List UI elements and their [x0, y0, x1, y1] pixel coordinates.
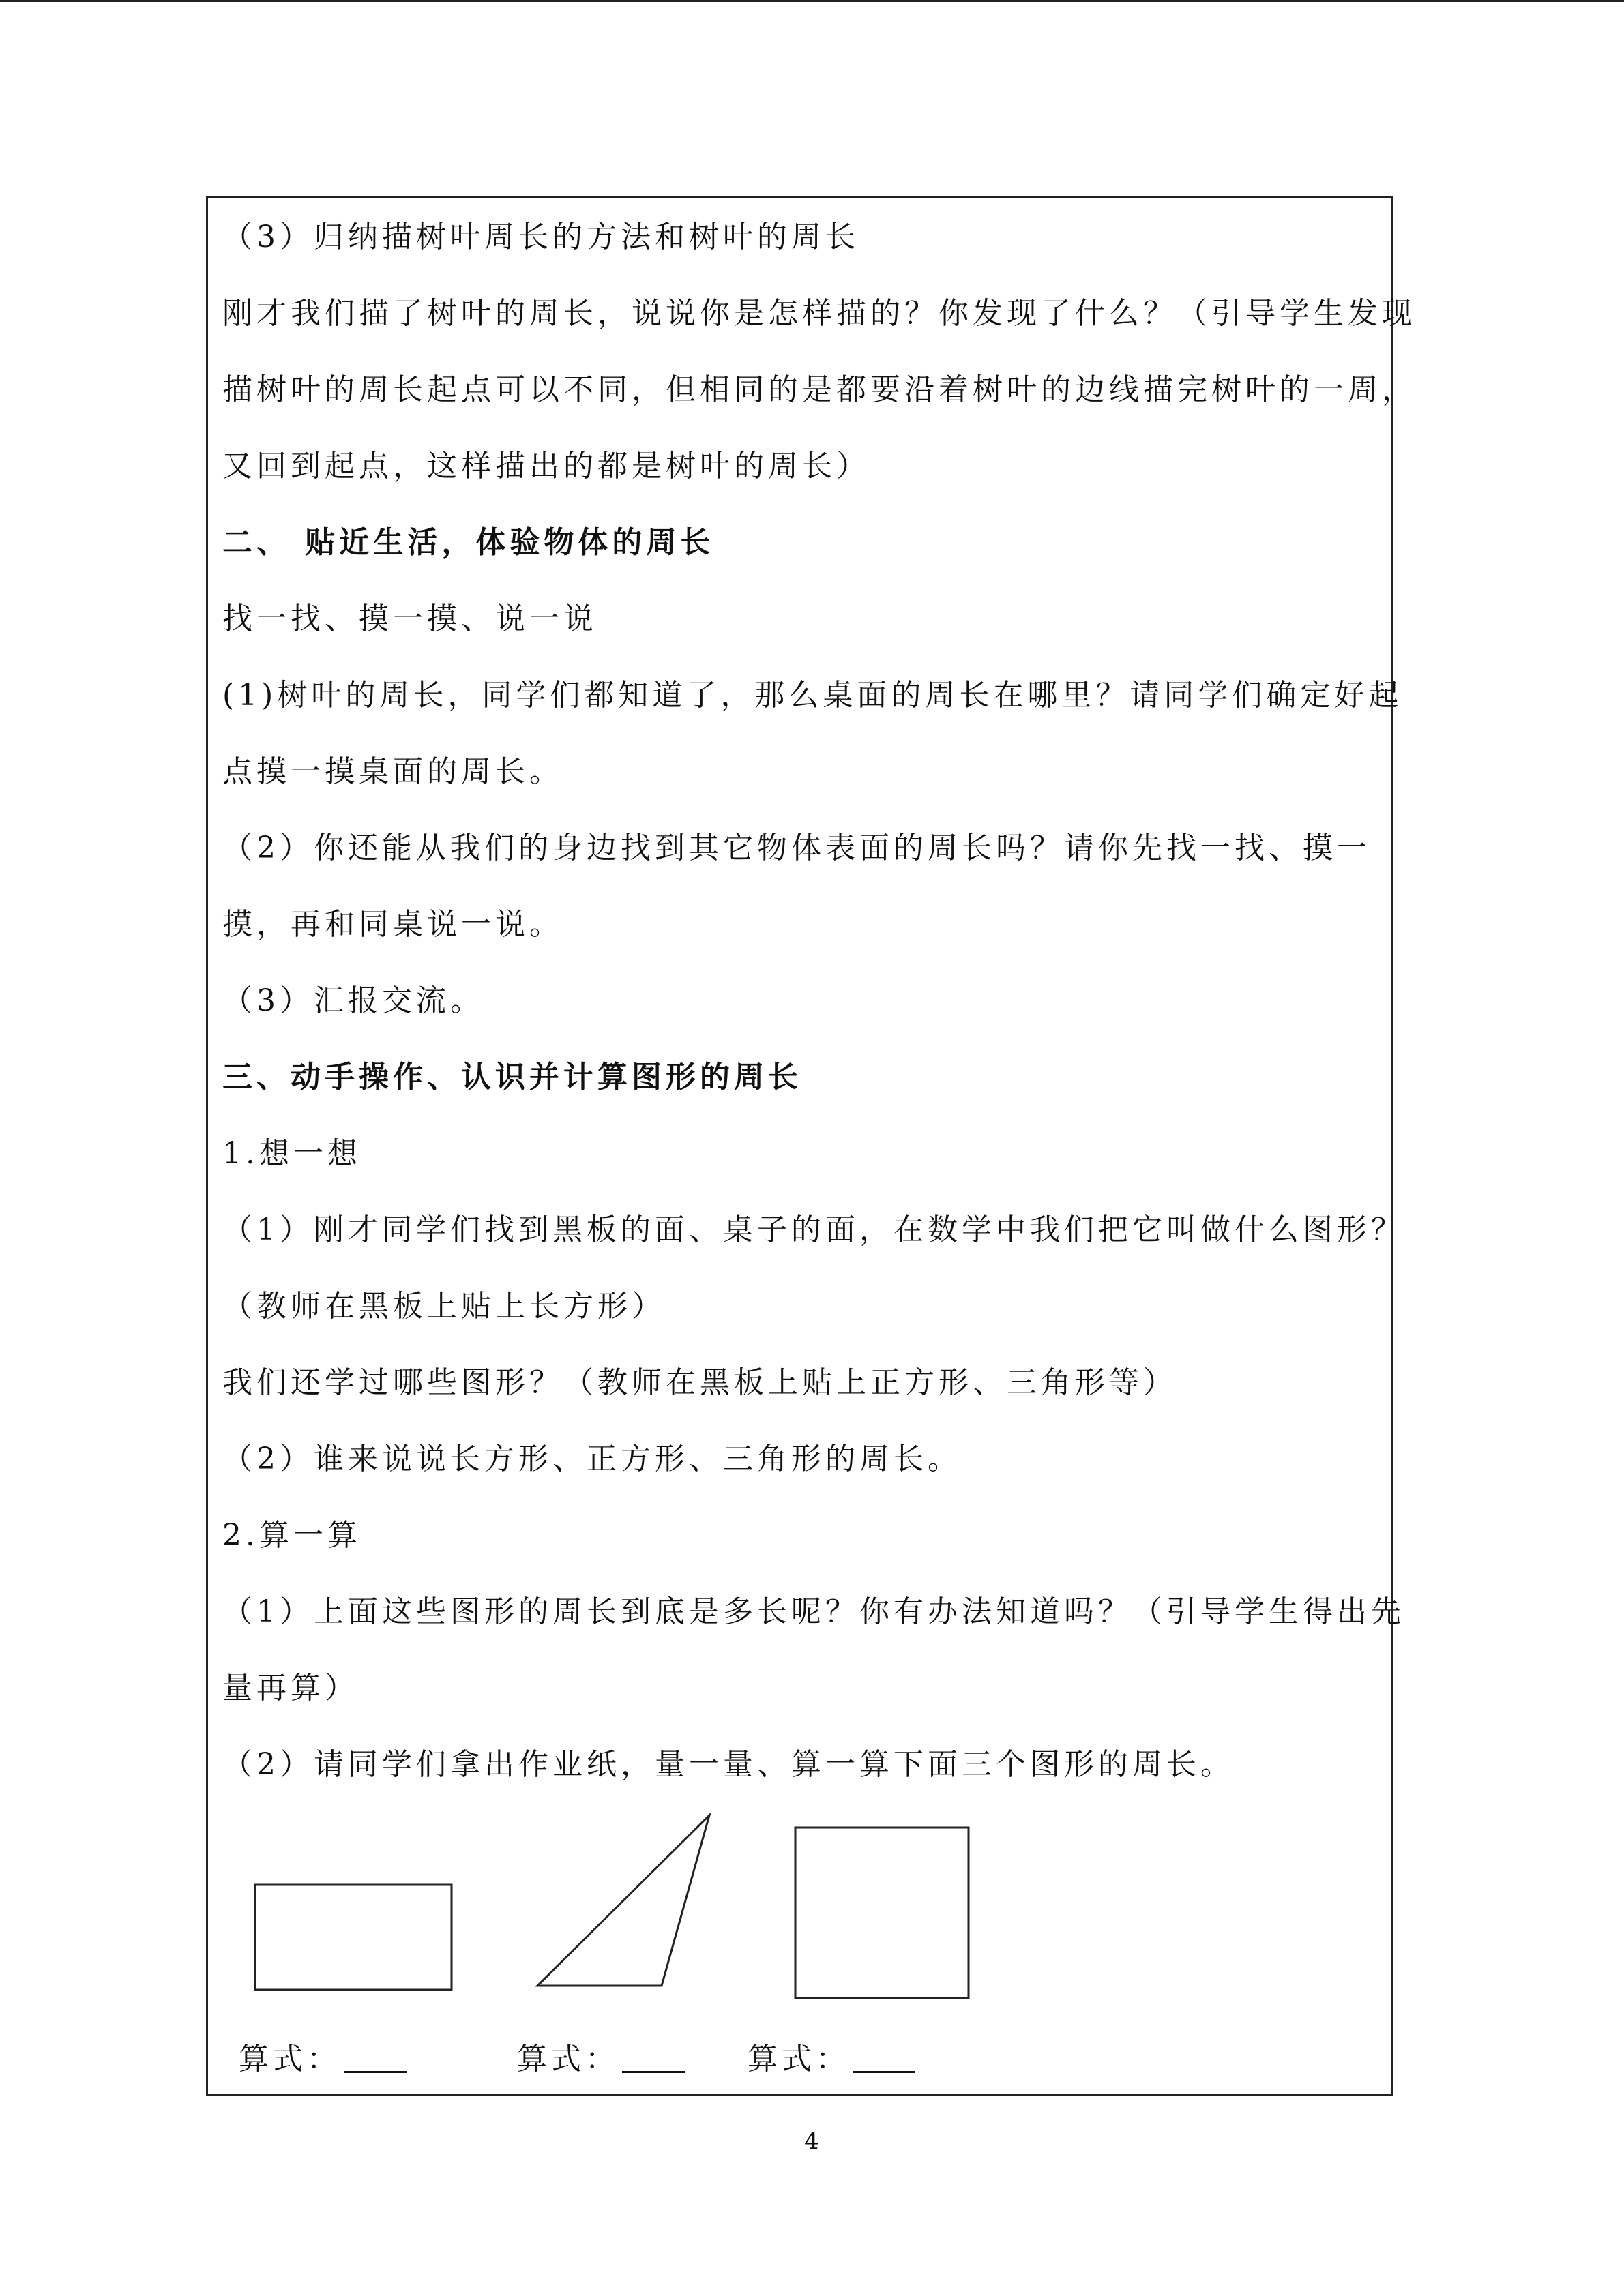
triangle-figure: [537, 1815, 709, 1986]
text-line: 2.算一算: [222, 1518, 361, 1553]
text-line: 点摸一摸桌面的周长。: [222, 754, 563, 789]
text-line: （3）汇报交流。: [222, 983, 484, 1018]
text-line: （1）刚才同学们找到黑板的面、桌子的面，在数学中我们把它叫做什么图形？: [222, 1212, 1405, 1247]
formula-label: 算式：: [748, 2042, 850, 2076]
text-line: （2）你还能从我们的身边找到其它物体表面的周长吗？请你先找一找、摸一: [222, 831, 1371, 865]
text-line: 描树叶的周长起点可以不同，但相同的是都要沿着树叶的边线描完树叶的一周，: [222, 372, 1416, 407]
answer-blank[interactable]: [853, 2044, 915, 2073]
formula-label: 算式：: [239, 2042, 341, 2076]
top-rule: [0, 0, 1624, 2]
answer-blank[interactable]: [622, 2044, 685, 2073]
text-line: 我们还学过哪些图形？（教师在黑板上贴上正方形、三角形等）: [222, 1365, 1177, 1400]
page-number: 4: [804, 2128, 819, 2155]
text-line: （2）请同学们拿出作业纸，量一量、算一算下面三个图形的周长。: [222, 1747, 1235, 1782]
text-line: （2）谁来说说长方形、正方形、三角形的周长。: [222, 1442, 962, 1476]
text-line: 找一找、摸一摸、说一说: [222, 601, 597, 636]
text-line: （3）归纳描树叶周长的方法和树叶的周长: [222, 220, 859, 254]
text-line: 1.想一想: [222, 1136, 361, 1171]
text-line: 量再算）: [222, 1671, 359, 1705]
rectangle-figure: [255, 1885, 452, 1990]
section-heading-2: 二、 贴近生活，体验物体的周长: [222, 525, 715, 560]
section-heading-3: 三、动手操作、认识并计算图形的周长: [222, 1060, 802, 1094]
text-line: （教师在黑板上贴上长方形）: [222, 1289, 666, 1324]
text-line: 又回到起点，这样描出的都是树叶的周长）: [222, 449, 870, 483]
geometry-figures: [206, 1800, 1393, 2018]
formula-triangle: [517, 2039, 685, 2080]
text-line: （1）上面这些图形的周长到底是多长呢？你有办法知道吗？（引导学生得出先: [222, 1594, 1405, 1629]
text-line: 摸，再和同桌说一说。: [222, 907, 563, 942]
formula-rectangle: [239, 2039, 407, 2080]
answer-blank[interactable]: [344, 2044, 407, 2073]
text-line: 刚才我们描了树叶的周长，说说你是怎样描的？你发现了什么？（引导学生发现: [222, 296, 1416, 331]
formula-square: [748, 2039, 915, 2080]
formula-label: 算式：: [517, 2042, 619, 2076]
square-figure: [795, 1828, 969, 1998]
text-line: (1)树叶的周长，同学们都知道了，那么桌面的周长在哪里？请同学们确定好起: [222, 678, 1403, 713]
